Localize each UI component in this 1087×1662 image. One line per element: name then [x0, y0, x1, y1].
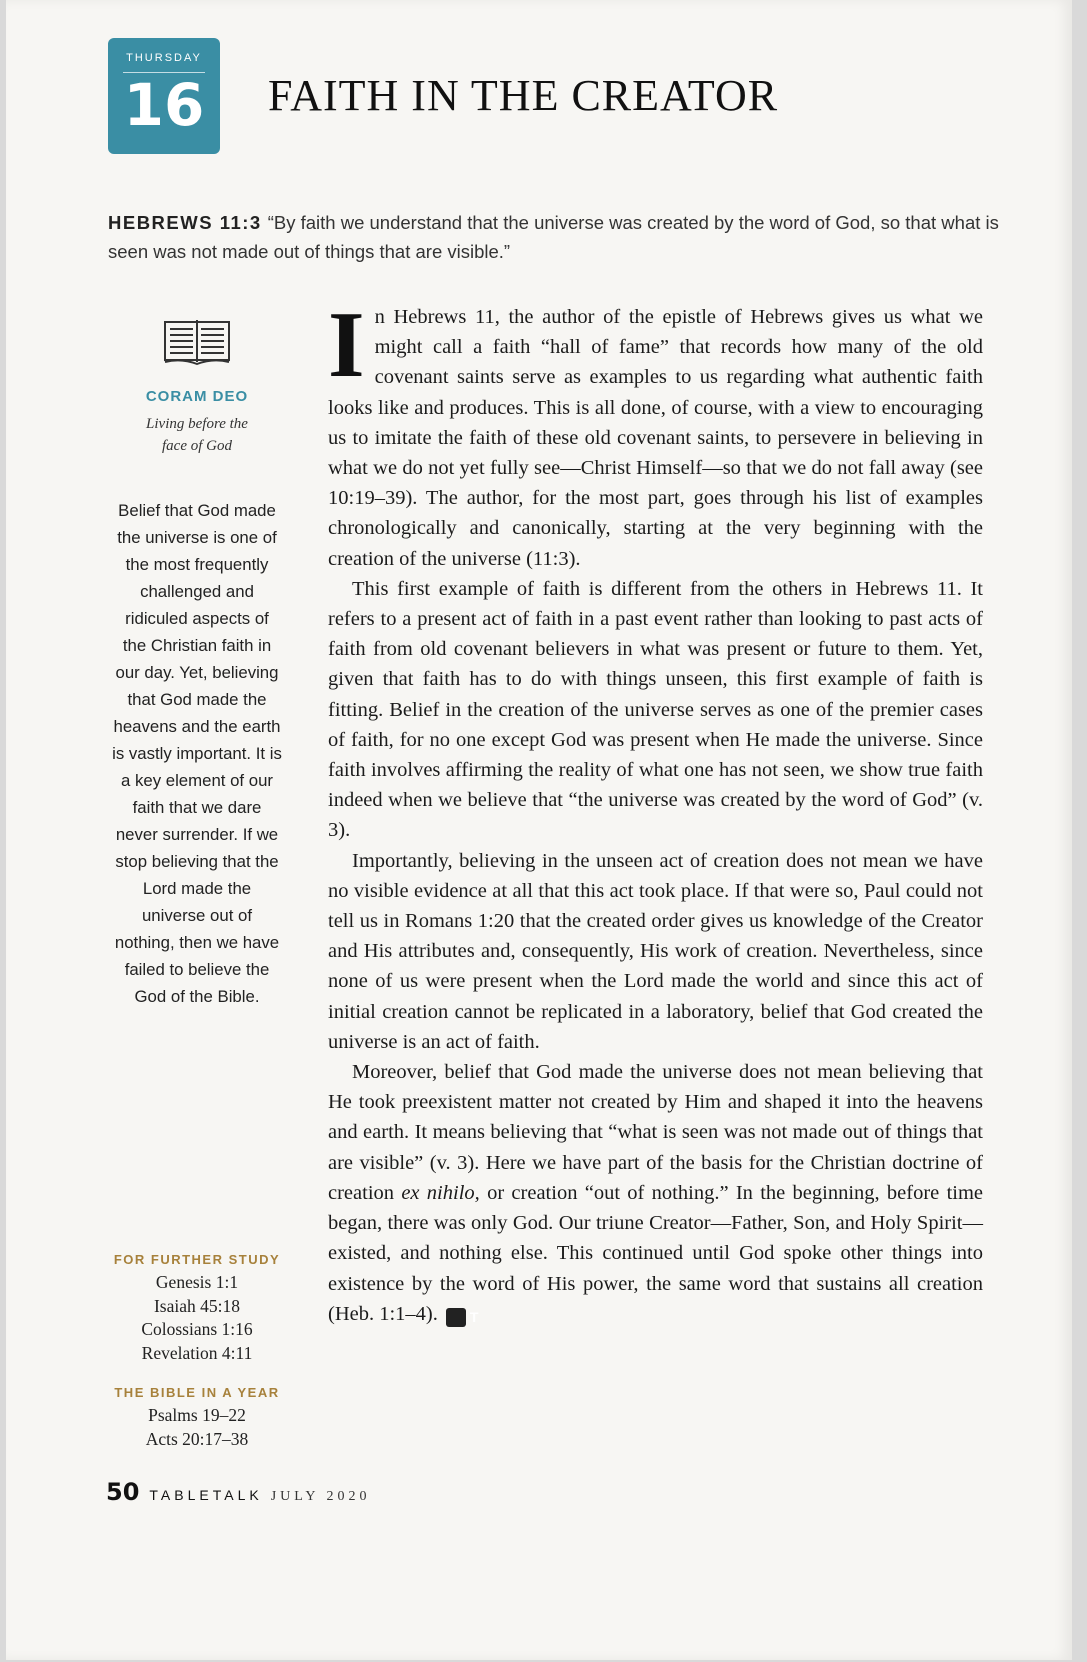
bible-in-a-year-heading: THE BIBLE IN A YEAR — [114, 1385, 280, 1400]
coram-deo-sidebar — [108, 318, 286, 1010]
article-paragraph — [328, 1057, 983, 1329]
list-item: Isaiah 45:18 — [153, 1295, 241, 1316]
article-paragraph: Importantly, believing in the unseen act of creation does not mean we have no visible evidence at all that this act took place. If that were so, Paul could not tell us in Romans 1:20 that the created order gives us knowledge of the Creator and His attributes and, consequently, His work of creation. Nevertheless, since none of us were present when the Lord made the world and since this act of initial creation cannot be replicated in a laboratory, belief that God created the universe is an act of faith. — [328, 849, 983, 1053]
verse-reference: HEBREWS 11:3 — [108, 212, 262, 233]
further-study-list — [108, 1271, 286, 1365]
study-sidebar — [108, 1252, 286, 1451]
page-title: FAITH IN THE CREATOR — [268, 71, 779, 120]
list-item: Colossians 1:16 — [141, 1319, 253, 1339]
bible-in-a-year-list — [108, 1404, 286, 1451]
article-paragraph: This first example of faith is different from the others in Hebrews 11. It refers to a present act of faith in a past event rather than looking to past acts of faith from old covenant believers in what was present or future to them. Yet, given that faith has to do with things unseen, this first example of faith is fitting. Belief in the creation of the universe serves as one of the premier cases of faith, for no one except God was present when He made the universe. Since faith involves affirming the reality of what one has not seen, we show true faith indeed when we believe that “the universe was created by the word of God” (v. 3). — [328, 577, 983, 842]
day-number: 16 — [123, 71, 205, 139]
open-book-icon — [163, 318, 231, 366]
date-badge — [108, 38, 220, 154]
further-study-heading: FOR FURTHER STUDY — [113, 1252, 281, 1267]
list-item: Psalms 19–22 — [148, 1405, 246, 1425]
coram-deo-text: Belief that God made the universe is one of the most frequently challenged and ridiculed aspects of the Christian faith in our day. Yet, believing that God made the heavens and the earth is vastly important. It is a key element of our faith that we dare never surrender. If we stop believing that the Lord made the universe out of nothing, then we have failed to believe the God of the Bible. — [112, 501, 282, 1006]
key-verse — [108, 208, 1038, 266]
coram-deo-heading: CORAM DEO — [145, 388, 249, 405]
issue-date: JULY 2020 — [270, 1489, 371, 1504]
magazine-page — [6, 0, 1072, 1660]
italic-term: ex nihilo, — [401, 1181, 480, 1204]
magazine-name: TABLETALK — [149, 1487, 263, 1503]
list-item: Acts 20:17–38 — [145, 1428, 249, 1449]
drop-cap: I — [328, 293, 365, 397]
page-footer — [106, 1478, 371, 1506]
article-paragraph — [328, 293, 983, 574]
paragraph-text: n Hebrews 11, the author of the epistle of Hebrews gives us what we might call a faith “hall of fame” that records how many of the old covenant saints serve as examples to us regarding what authentic faith looks like and produces. This is all done, of course, with a view to encouraging us to imitate the faith of these old covenant saints, to persevere in believing in what we do not yet fully see—Christ Himself—so that we do not fall away (see 10:19–39). The author, for the most part, goes through his list of examples chronologically and canonically, starting at the very beginning with the creation of the universe (11:3). — [328, 306, 983, 570]
list-item: Genesis 1:1 — [155, 1272, 239, 1292]
paragraph-text: Moreover, belief that God made the universe does not mean believing that He took preexistent matter not created by Him and shaped it into the heavens and earth. It means believing that “what is seen was not made out of things that are visible” (v. 3). Here we have part of the basis for the Christian doctrine of creation — [328, 1061, 983, 1204]
coram-deo-subheading: Living before the face of God — [146, 416, 248, 454]
verse-text: “By faith we understand that the universe was created by the word of God, so that what is seen was not made out of things that are visible.” — [108, 212, 999, 262]
page-number: 50 — [106, 1478, 140, 1506]
paragraph-text: or creation “out of nothing.” In the beginning, before time began, there was only God. Our triune Creator—Father, Son, and Holy Spirit—existed, and nothing else. This continued until God spoke other things into existence by the word of His power, the same word that sustains all creation (Heb. 1:1–4). — [328, 1181, 984, 1325]
tabletalk-end-mark-icon: T — [446, 1308, 466, 1327]
day-of-week: THURSDAY — [126, 52, 202, 64]
list-item: Revelation 4:11 — [141, 1342, 253, 1363]
article-body — [328, 293, 984, 1329]
